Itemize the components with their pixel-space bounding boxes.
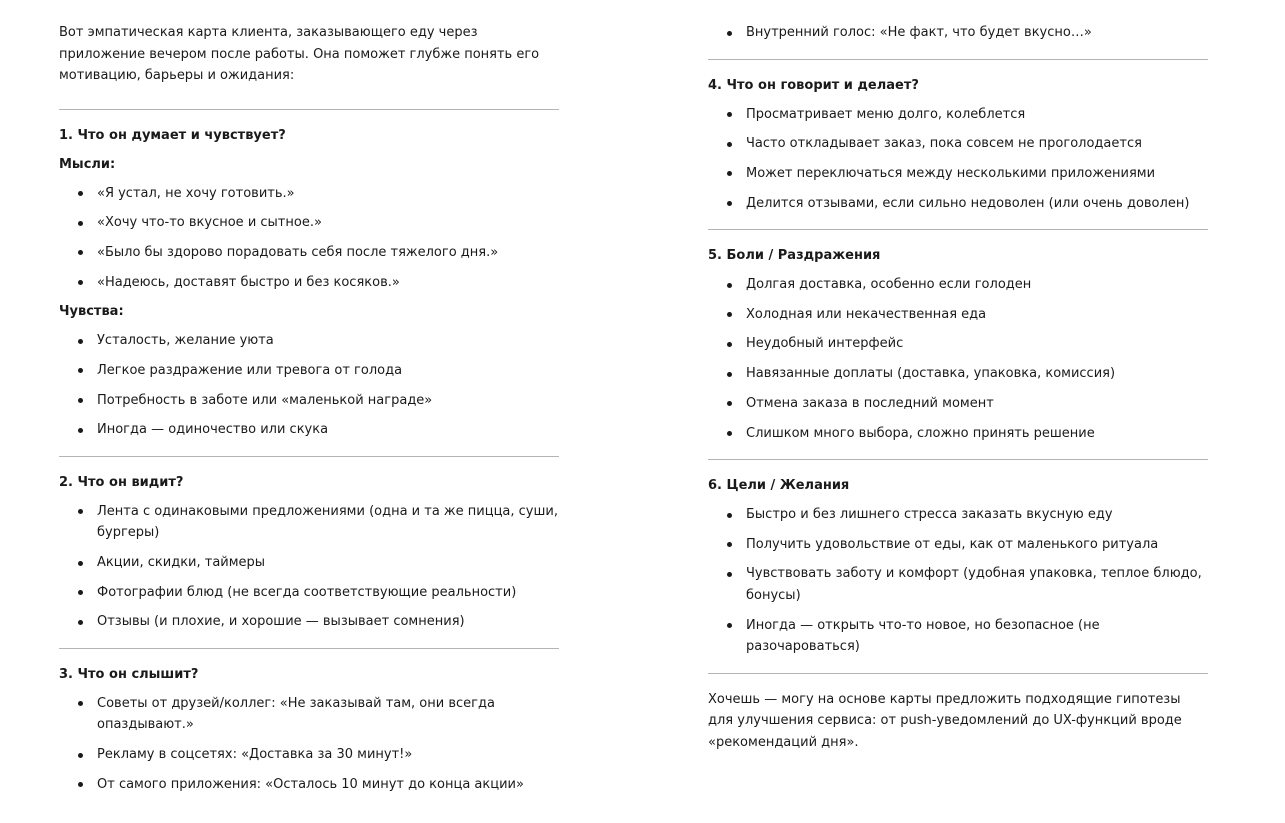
section-divider	[708, 459, 1208, 460]
hears-list	[59, 693, 559, 795]
list-item: Лента с одинаковыми предложениями (одна и та же пицца, суши, бургеры)	[59, 501, 559, 544]
goals-list	[708, 504, 1208, 658]
list-item: Получить удовольствие от еды, как от маленького ритуала	[708, 534, 1208, 556]
list-item: Иногда — одиночество или скука	[59, 419, 559, 441]
list-item: «Хочу что-то вкусное и сытное.»	[59, 212, 559, 234]
list-item: Холодная или некачественная еда	[708, 304, 1208, 326]
list-item: Навязанные доплаты (доставка, упаковка, комиссия)	[708, 363, 1208, 385]
list-item: Делится отзывами, если сильно недоволен (или очень доволен)	[708, 193, 1208, 215]
hears-list-continued	[708, 22, 1208, 44]
list-item: Часто откладывает заказ, пока совсем не проголодается	[708, 133, 1208, 155]
list-item: Быстро и без лишнего стресса заказать вкусную еду	[708, 504, 1208, 526]
section-divider	[59, 109, 559, 110]
feelings-label: Чувства:	[59, 304, 124, 320]
section-1-title: 1. Что он думает и чувствует?	[59, 127, 286, 143]
list-item: Просматривает меню долго, колеблется	[708, 104, 1208, 126]
section-5-title: 5. Боли / Раздражения	[708, 248, 881, 264]
pains-list	[708, 274, 1208, 444]
list-item: Фотографии блюд (не всегда соответствующие реальности)	[59, 582, 559, 604]
list-item: Советы от друзей/коллег: «Не заказывай там, они всегда опаздывают.»	[59, 693, 559, 736]
list-item: Долгая доставка, особенно если голоден	[708, 274, 1208, 296]
list-item: Потребность в заботе или «маленькой награде»	[59, 390, 559, 412]
section-divider	[59, 456, 559, 457]
list-item: «Надеюсь, доставят быстро и без косяков.»	[59, 272, 559, 294]
list-item: «Было бы здорово порадовать себя после тяжелого дня.»	[59, 242, 559, 264]
thoughts-label: Мысли:	[59, 156, 116, 172]
section-divider	[59, 648, 559, 649]
right-column	[708, 0, 1208, 753]
list-item: Отмена заказа в последний момент	[708, 393, 1208, 415]
outro-paragraph: Хочешь — могу на основе карты предложить подходящие гипотезы для улучшения сервиса: от push-уведомлений до UX-функций вроде «рекомендаций дня».	[708, 691, 1182, 750]
feelings-list	[59, 330, 559, 441]
list-item: От самого приложения: «Осталось 10 минут до конца акции»	[59, 774, 559, 796]
list-item: Отзывы (и плохие, и хорошие — вызывает сомнения)	[59, 611, 559, 633]
list-item: Может переключаться между несколькими приложениями	[708, 163, 1208, 185]
list-item: Акции, скидки, таймеры	[59, 552, 559, 574]
intro-paragraph: Вот эмпатическая карта клиента, заказывающего еду через приложение вечером после работы. Она поможет глубже понять его мотивацию, барьеры и ожидания:	[59, 25, 540, 83]
list-item: Рекламу в соцсетях: «Доставка за 30 минут!»	[59, 744, 559, 766]
says-does-list	[708, 104, 1208, 215]
section-divider	[708, 229, 1208, 230]
sees-list	[59, 501, 559, 633]
section-divider	[708, 673, 1208, 674]
section-3-title: 3. Что он слышит?	[59, 666, 199, 682]
list-item: Усталость, желание уюта	[59, 330, 559, 352]
left-column	[59, 0, 559, 803]
section-6-title: 6. Цели / Желания	[708, 478, 850, 493]
section-2-title: 2. Что он видит?	[59, 474, 184, 490]
list-item: Неудобный интерфейс	[708, 333, 1208, 355]
list-item: Внутренний голос: «Не факт, что будет вкусно…»	[708, 22, 1208, 44]
section-divider	[708, 59, 1208, 60]
list-item: Слишком много выбора, сложно принять решение	[708, 423, 1208, 445]
section-4-title: 4. Что он говорит и делает?	[708, 77, 919, 93]
list-item: «Я устал, не хочу готовить.»	[59, 183, 559, 205]
thoughts-list	[59, 183, 559, 294]
list-item: Чувствовать заботу и комфорт (удобная упаковка, теплое блюдо, бонусы)	[708, 563, 1208, 606]
list-item: Иногда — открыть что-то новое, но безопасное (не разочароваться)	[708, 615, 1208, 658]
list-item: Легкое раздражение или тревога от голода	[59, 360, 559, 382]
